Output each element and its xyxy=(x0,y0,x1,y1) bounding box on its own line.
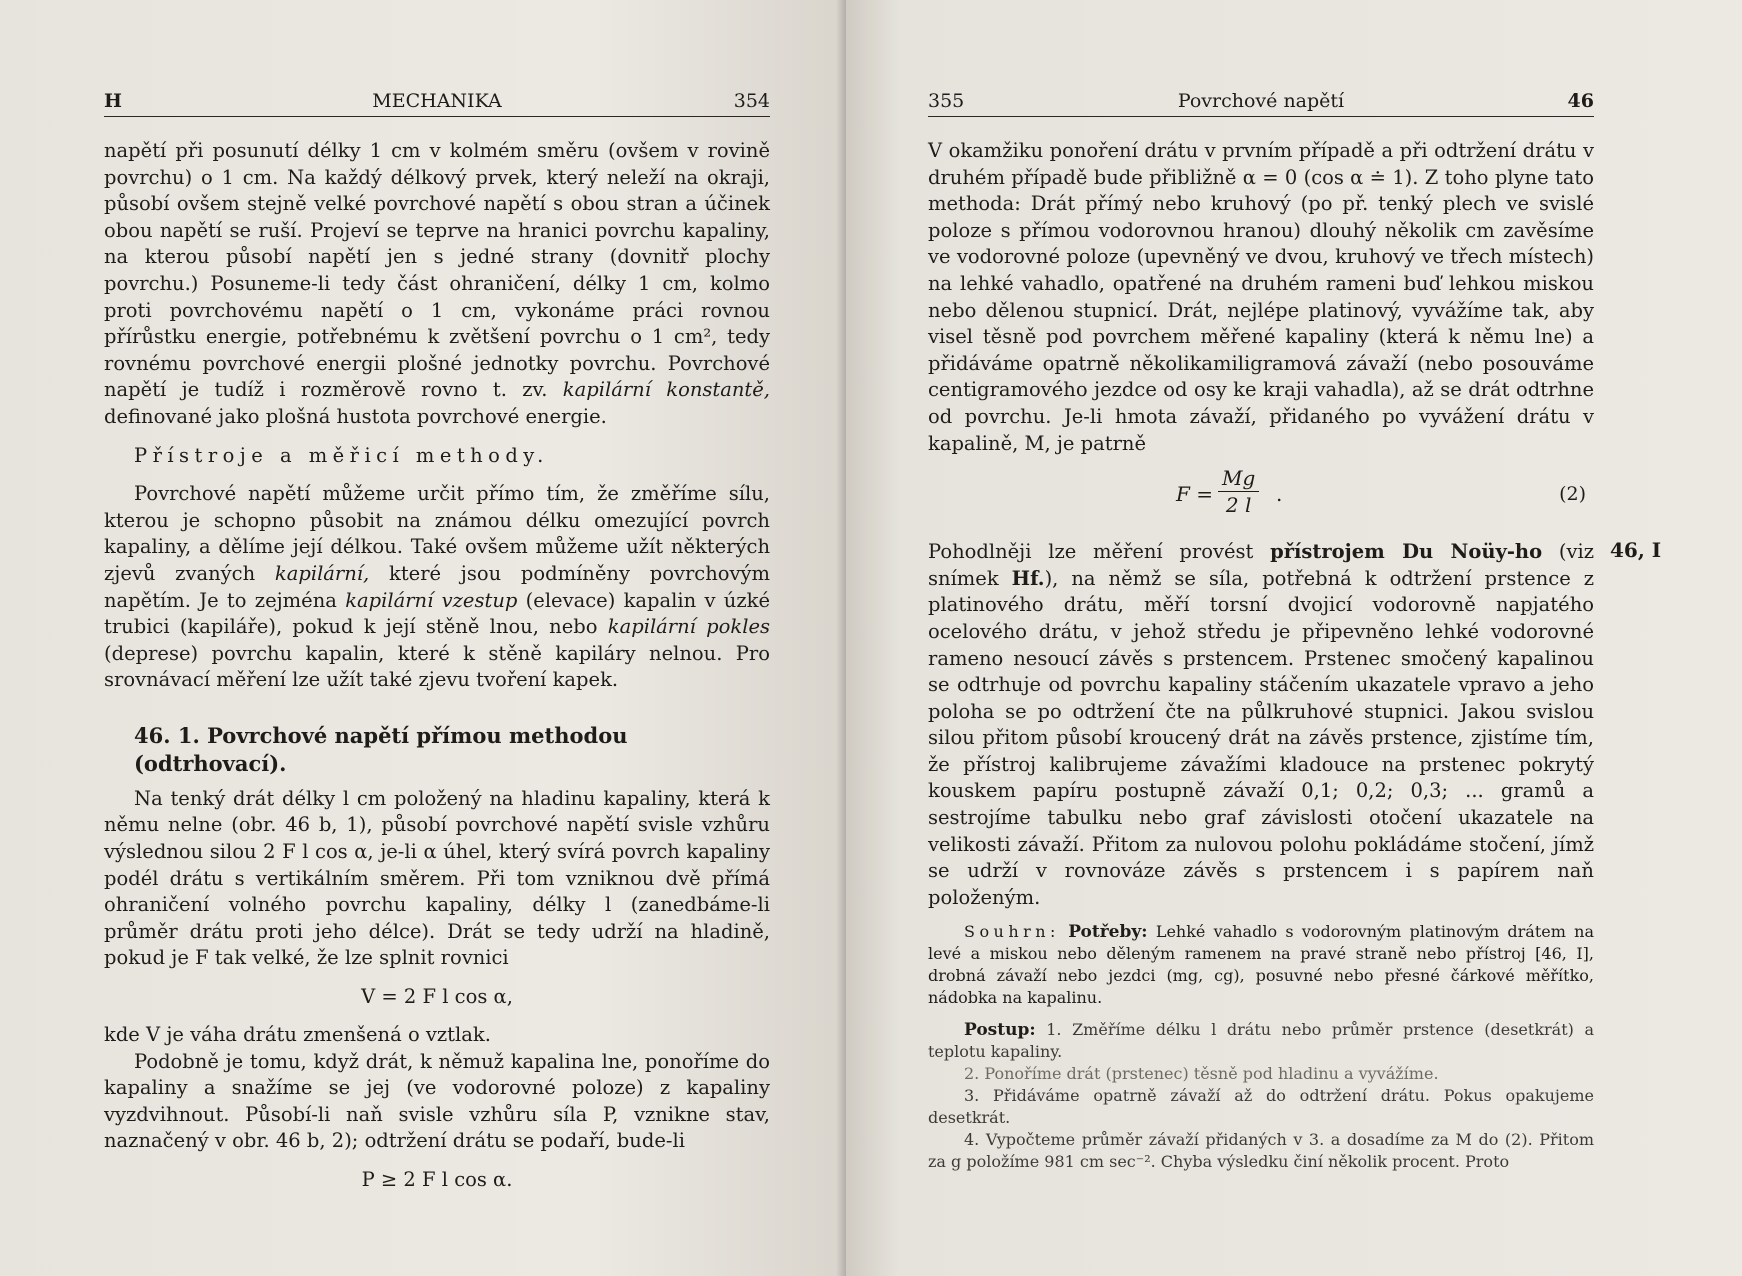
equation-2 xyxy=(928,465,1594,527)
procedure-step: 3. Přidáváme opatrně závaží až do odtržení drátu. Pokus opakujeme desetkrát. xyxy=(928,1086,1594,1128)
procedure-step: 4. Vypočteme průměr závaží přidaných v 3. a dosadíme za M do (2). Přitom za g položíme 981 cm sec⁻². Chyba výsledku činí několik procent. Proto xyxy=(928,1130,1594,1172)
left-page-header xyxy=(104,88,770,117)
paragraph: V okamžiku ponoření drátu v prvním případě a při odtržení drátu v druhém případě bude přibližně α = 0 (cos α ≐ 1). Z toho plyne tato methoda: Drát přímý nebo kruhový (po př. tenký plech ve svislé poloze s přímou vodorovnou hranou) dlouhý několik cm zavěsíme ve vodorovné poloze (upevněný ve dvou, kruhový ve třech místech) na lehké vahadlo, opatřené na druhém rameni buď lehkou miskou nebo dělenou stupnicí. Drát, nejlépe platinový, vyvážíme tak, aby visel těsně pod povrchem měřené kapaliny (která k němu lne) a přidáváme opatrně několikamiligramová závaží (nebo posouváme centigramového jezdce od osy ke kraji vahadla), až se drát odtrhne od povrchu. Je-li hmota závaží, přidaného po vyvážení drátu v kapalině, M, je patrně xyxy=(928,139,1594,455)
equation-number: (2) xyxy=(1559,483,1586,506)
right-text-column xyxy=(928,138,1594,1173)
header-letter: H xyxy=(104,90,122,112)
equation: P ≥ 2 F l cos α. xyxy=(361,1168,513,1191)
paragraph: kde V je váha drátu zmenšená o vztlak. xyxy=(104,1023,491,1047)
paragraph: Na tenký drát délky l cm položený na hladinu kapaliny, která k němu nelne (obr. 46 b, 1), působí povrchové napětí svisle vzhůru výslednou silou 2 F l cos α, je-li α úhel, který svírá povrch kapaliny podél drátu s vertikálním směrem. Při tom vzniknou dvě přímá ohraničení volného povrchu kapaliny, délky l (zanedbáme-li průměr drátu proti jeho délce). Drát se tedy udrží na hladině, pokud je F tak velké, že lze splnit rovnici xyxy=(104,786,770,970)
equation: V = 2 F l cos α, xyxy=(361,985,513,1009)
paragraph: Povrchové napětí můžeme určit přímo tím, že změříme sílu, kterou je schopno působit na známou délku omezující povrch kapaliny, a dělíme její délkou. Také ovšem můžeme užít některých zjevů zvaných kapilární, které jsou podmíněny povrchovým napětím. Je to zejména kapilární vzestup (elevace) kapalin v úzké trubici (kapiláře), pokud k její stěně lnou, nebo kapilární pokles (deprese) povrchu kapalin, které k stěně kapiláry nelnou. Pro srovnávací měření lze užít také zjevu tvoření kapek. xyxy=(104,482,771,692)
equation-dot: . xyxy=(1276,482,1283,507)
paragraph: Pohodlněji lze měření provést přístrojem Du Noüy-ho (viz snímek Hf.), na němž se síla, potřebná k odtržení prstence z platinového drátu, měří torsní dvojicí vodorovně napjatého ocelového drátu, v jehož středu je připevněno lehké vodorovné rameno nesoucí závěs s prstencem. Prstenec smočený kapalinou se odtrhuje od povrchu kapaliny stáčením ukazatele vpravo a jeho poloha se po odtržení čte na půlkruhové stupnici. Jakou svislou silou přitom působí kroucený drát na závěs prstence, zjistíme tím, že přístroj kalibrujeme závažími kladouce na prstenec pokrytý kouskem papíru postupně závaží 0,1; 0,2; 0,3; ... gramů a sestrojíme tabulku nebo graf závislosti otočení ukazatele na velikosti závaží. Přitom za nulovou polohu pokládáme stočení, jímž se udrží v rovnováze závěs s prstencem i s papírem naň položeným. xyxy=(928,540,1595,909)
paragraph: Podobně je tomu, když drát, k němuž kapalina lne, ponoříme do kapaliny a snažíme se jej (ve vodorovné poloze) z kapaliny vyzdvihnout. Působí-li naň svisle vzhůru síla P, vznikne stav, naznačený v obr. 46 b, 2); odtržení drátu se podaří, bude-li xyxy=(104,1049,770,1153)
page-number: 355 xyxy=(928,90,965,112)
section-title: 46. 1. Povrchové napětí přímou methodou (odtrhovací). xyxy=(134,722,628,776)
procedure-step: Postup: 1. Změříme délku l drátu nebo průměr prstence (desetkrát) a teplotu kapaliny. xyxy=(928,1020,1594,1062)
header-section-number: 46 xyxy=(1567,90,1594,112)
summary-paragraph: Souhrn: Potřeby: Lehké vahadlo s vodorovným platinovým drátem na levé a miskou nebo děleným ramenem na pravé straně nebo přístroj [46, I], drobná závaží nebo jezdci (mg, cg), posuvné nebo přesné čárkové měřítko, nádobka na kapalinu. xyxy=(928,922,1595,1008)
right-page xyxy=(846,0,1742,1276)
left-text-column xyxy=(104,138,770,1205)
header-title: MECHANIKA xyxy=(372,90,502,112)
margin-note: 46, I xyxy=(1610,538,1662,562)
page-number: 354 xyxy=(733,90,770,112)
fraction xyxy=(1218,465,1259,518)
procedure-step: 2. Ponoříme drát (prstenec) těsně pod hladinu a vyvážíme. xyxy=(964,1064,1439,1084)
paragraph: napětí při posunutí délky 1 cm v kolmém směru (ovšem v rovině povrchu) o 1 cm. Na každý délkový prvek, který neleží na okraji, působí ovšem stejně velké povrchové napětí s obou stran a účinek obou napětí se ruší. Projeví se teprve na hranici povrchu kapaliny, na kterou působí napětí jen s jedné strany (dovnitř plochy povrchu.) Posuneme-li tedy část ohraničení, délky 1 cm, kolmo proti povrchovému napětí o 1 cm, vykonáme práci rovnou přírůstku energie, potřebnému k zvětšení povrchu o 1 cm², tedy rovnému povrchové energii plošné jednotky povrchu. Povrchové napětí je tudíž i rozměrově rovno t. zv. kapilární konstantě, definované jako plošná hustota povrchové energie. xyxy=(104,139,770,428)
left-page xyxy=(0,0,846,1276)
equation-lhs: F = xyxy=(1176,482,1213,507)
fraction-denominator: 2 l xyxy=(1225,493,1252,518)
header-title: Povrchové napětí xyxy=(1177,90,1345,112)
right-page-header xyxy=(928,88,1594,117)
fraction-numerator: Mg xyxy=(1218,465,1259,492)
subheading: Přístroje a měřicí methody. xyxy=(134,443,549,467)
